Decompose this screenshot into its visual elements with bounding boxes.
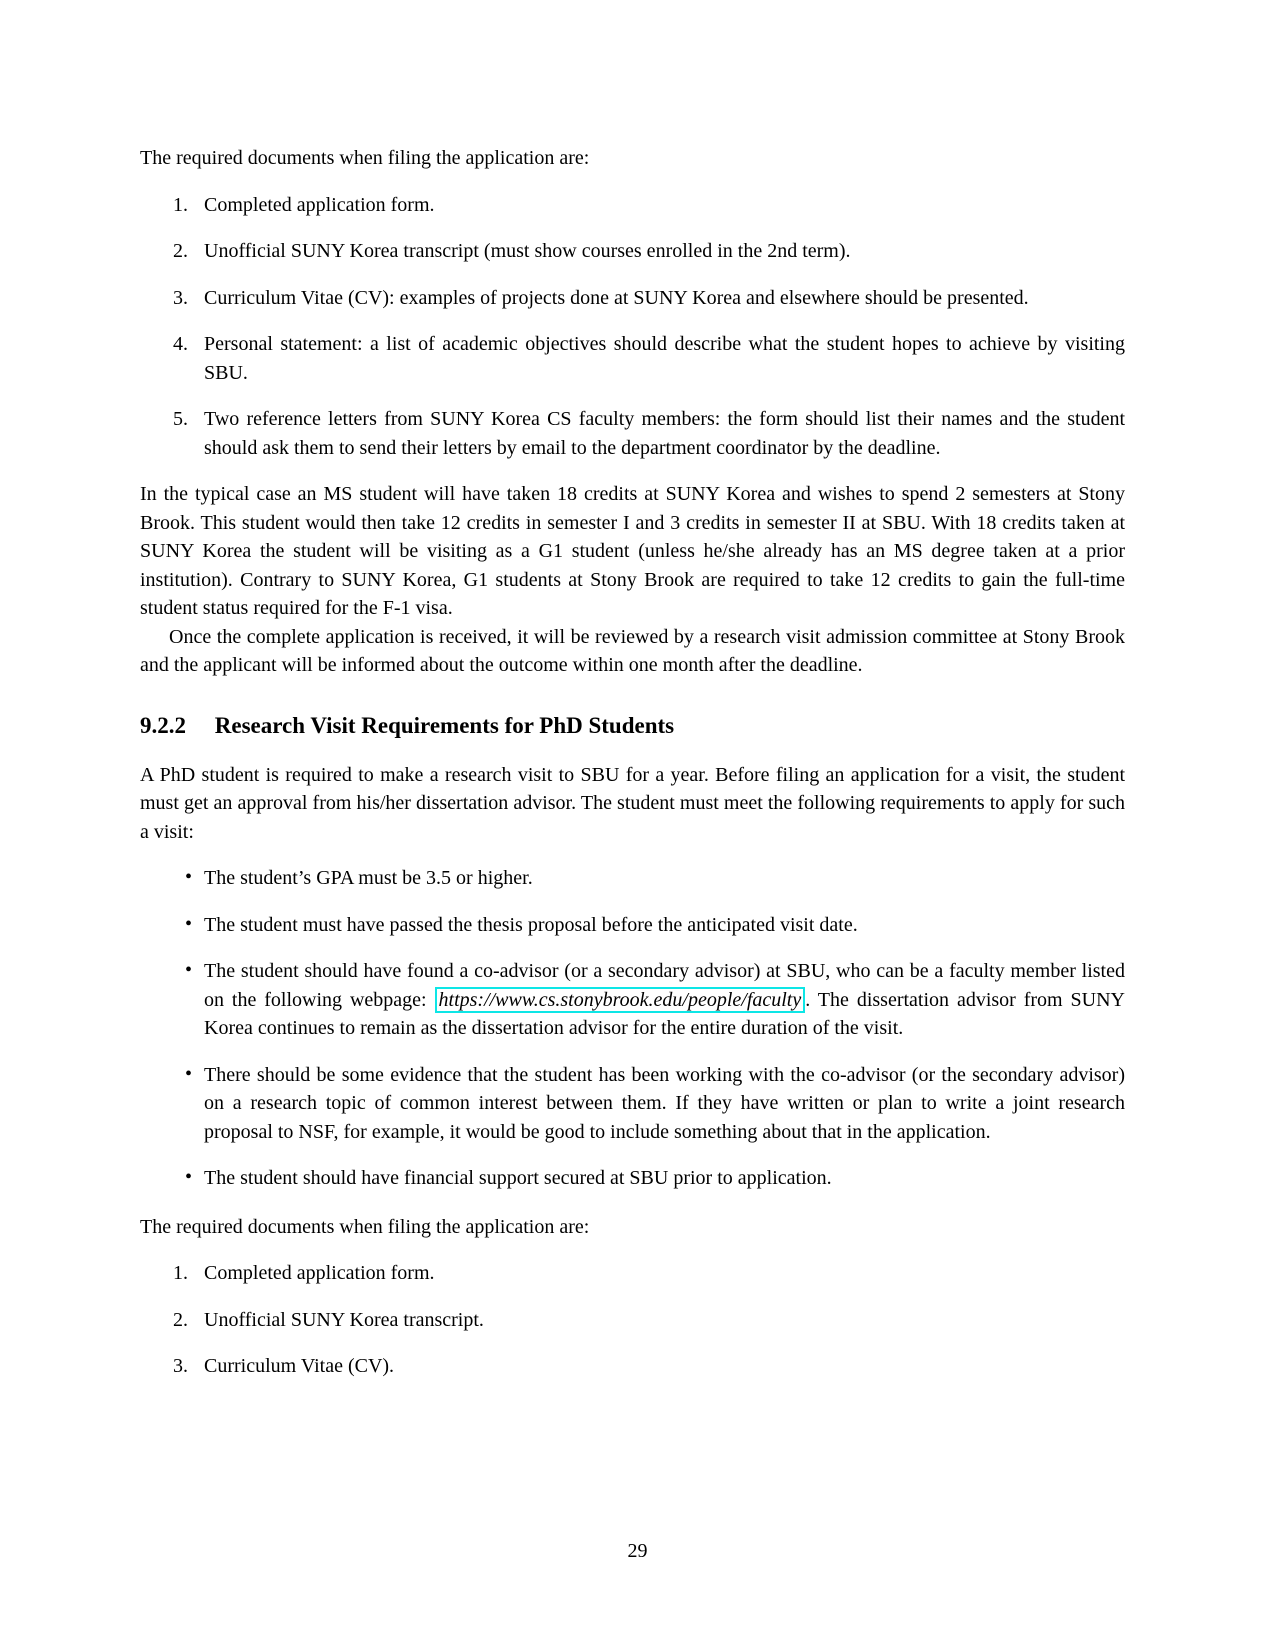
ms-documents-intro: The required documents when filing the application are: [140, 147, 590, 169]
phd-documents-intro: The required documents when filing the application are: [140, 1215, 590, 1238]
bullet-icon: • [185, 959, 193, 981]
list-item [140, 911, 1125, 940]
bullet-icon: • [185, 866, 193, 888]
bullet-icon: • [185, 1166, 193, 1188]
ms-documents-list [140, 191, 1125, 463]
item-text: . The dissertation advisor from SUNY Korea continues to remain as the dissertation advisor for the entire duration of the visit. [204, 988, 1125, 1039]
list-item [140, 330, 1125, 387]
item-text: The student should have found a co-advisor (or a secondary advisor) at SBU, who can be a faculty member listed on the following webpage: [204, 960, 1125, 1011]
list-item [140, 1352, 1125, 1381]
section-heading [140, 710, 1125, 741]
list-item [140, 237, 1125, 266]
list-item [140, 1306, 1125, 1335]
item-number: 2. [173, 1308, 188, 1331]
section-title: Research Visit Requirements for PhD Students [214, 712, 675, 738]
item-text: Unofficial SUNY Korea transcript (must show courses enrolled in the 2nd term). [204, 240, 851, 262]
page-content [140, 144, 1125, 1381]
list-item [140, 957, 1125, 1043]
list-item [140, 864, 1125, 893]
bullet-icon: • [185, 912, 193, 935]
list-item [140, 1164, 1125, 1193]
item-number: 1. [173, 193, 188, 216]
item-text: Curriculum Vitae (CV). [204, 1355, 395, 1377]
faculty-webpage-link[interactable]: https://www.cs.stonybrook.edu/people/faculty [435, 987, 806, 1013]
phd-documents-list [140, 1259, 1125, 1381]
list-item [140, 1259, 1125, 1288]
item-text: The student should have financial support secured at SBU prior to application. [204, 1167, 832, 1189]
item-text: Curriculum Vitae (CV): examples of projects done at SUNY Korea and elsewhere should be presented. [204, 286, 1029, 309]
item-text: The student must have passed the thesis proposal before the anticipated visit date. [204, 913, 858, 936]
phd-requirements-list [140, 864, 1125, 1193]
item-number: 3. [173, 1355, 188, 1377]
list-item [140, 405, 1125, 462]
item-text: Personal statement: a list of academic objectives should describe what the student hopes to achieve by visiting SBU. [204, 333, 1125, 384]
list-item [140, 284, 1125, 313]
item-text: Unofficial SUNY Korea transcript. [204, 1308, 484, 1331]
bullet-icon: • [185, 1062, 193, 1085]
list-item [140, 1061, 1125, 1147]
ms-review-paragraph: Once the complete application is received, it will be reviewed by a research visit admission committee at Stony Brook and the applicant will be informed about the outcome within one month after the deadline. [140, 625, 1125, 676]
list-item [140, 191, 1125, 220]
item-number: 2. [173, 240, 188, 262]
item-text: Completed application form. [204, 193, 435, 216]
item-text: Completed application form. [204, 1262, 435, 1284]
item-number: 5. [173, 408, 188, 430]
item-text: There should be some evidence that the student has been working with the co-advisor (or the secondary advisor) on a research topic of common interest between them. If they have written or plan to write a joint research proposal to NSF, for example, it would be good to include something about that in the application. [204, 1063, 1125, 1143]
ms-typical-case-paragraph: In the typical case an MS student will have taken 18 credits at SUNY Korea and wishes to spend 2 semesters at Stony Brook. This student would then take 12 credits in semester I and 3 credits in semester II at SBU. With 18 credits taken at SUNY Korea the student will be visiting as a G1 student (unless he/she already has an MS degree taken at a prior institution). Contrary to SUNY Korea, G1 students at Stony Brook are required to take 12 credits to gain the full-time student status required for the F-1 visa. [140, 483, 1125, 619]
item-number: 4. [173, 333, 188, 355]
item-text: Two reference letters from SUNY Korea CS faculty members: the form should list their names and the student should ask them to send their letters by email to the department coordinator by the deadline. [204, 408, 1125, 459]
page-number: 29 [627, 1540, 648, 1562]
item-number: 3. [173, 286, 188, 309]
section-number: 9.2.2 [140, 712, 186, 738]
phd-intro-paragraph: A PhD student is required to make a research visit to SBU for a year. Before filing an application for a visit, the student must get an approval from his/her dissertation advisor. The student must meet the following requirements to apply for such a visit: [140, 763, 1125, 843]
item-number: 1. [173, 1262, 188, 1284]
item-text: The student’s GPA must be 3.5 or higher. [204, 867, 533, 889]
